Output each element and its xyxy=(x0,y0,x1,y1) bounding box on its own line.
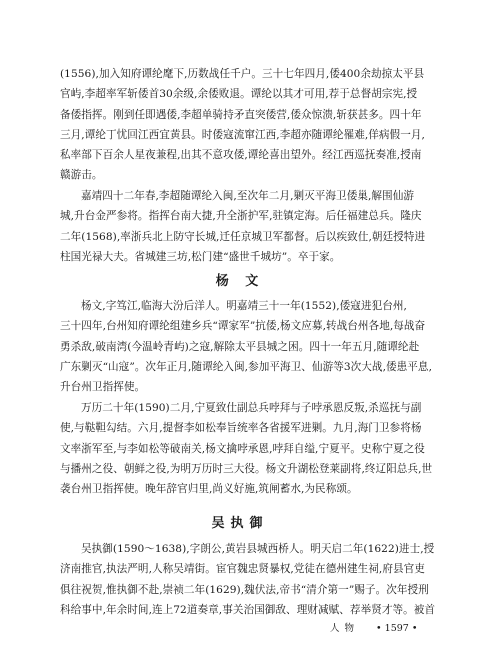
paragraph xyxy=(60,296,432,397)
chapter-label: 人物 xyxy=(330,623,360,634)
text-line: 与播州之役、朝鲜之役,为明万历时三大役。杨文升湖松登莱副将,终辽阳总兵,世 xyxy=(60,462,433,475)
text-line: 科给事中,年余时间,连上72道奏章,事关治国御敌、理财减赋、荐举贤才等。被首 xyxy=(60,603,436,616)
page-footer xyxy=(330,620,417,634)
text-line: 勇杀敌,破南湾(今温岭青屿)之寇,解除太平县城之困。四十一年五月,随谭纶赴 xyxy=(60,340,420,353)
text-line: 备倭指挥。刚到任即遇倭,李超单骑持矛直突倭营,倭众惊溃,斩获甚多。四十年 xyxy=(60,108,422,121)
text-line: 升台州卫指挥使。 xyxy=(60,381,146,394)
text-line: 杨文,字笃江,临海大汾后洋人。明嘉靖三十一年(1552),倭寇进犯台州, xyxy=(81,300,407,312)
text-line: 文率浙军至,与李如松等破南关,杨文擒哱承恩,哱拜自缢,宁夏平。史称宁夏之役 xyxy=(60,442,425,455)
paragraph xyxy=(60,398,433,499)
text-line: 三月,谭纶丁忧回江西宜黄县。时倭寇流窜江西,李超亦随谭纶罹难,佯病假一月, xyxy=(60,128,425,141)
text-line: 广东剿灭“山寇”。次年正月,随谭纶入闽,参加平海卫、仙游等3次大战,倭患平息, xyxy=(60,360,432,373)
text-line: 俱往祝贺,惟执御不赴,崇祯二年(1629),魏伏法,帝书“清介第一”赐子。次年授刑 xyxy=(60,583,429,596)
text-line: 吴执御(1590～1638),字朗公,黄岩县城西桥人。明天启二年(1622)进士,授 xyxy=(81,543,435,555)
text-line: 三十四年,台州知府谭纶组建乡兵“谭家军”抗倭,杨文应募,转战台州各地,每战奋 xyxy=(60,320,426,333)
text-line: 使,与鞑靼勾结。六月,提督李如松奉旨统率各省援军进剿。九月,海门卫参将杨 xyxy=(60,422,422,435)
text-line: 私率部下百余人星夜兼程,出其不意攻倭,谭纶喜出望外。经江西巡抚奏准,授南 xyxy=(60,149,422,162)
text-line: (1556),加入知府谭纶麾下,历数战任千户。三十七年四月,倭400余劫掠太平县 xyxy=(60,68,425,80)
paragraph xyxy=(60,539,436,620)
text-line: 济南推官,执法严明,人称吴靖街。宦官魏忠贤暴权,党徒在德州建生祠,府县官吏 xyxy=(60,563,425,576)
text-line: 袭台州卫指挥使。晚年辞官归里,尚义好施,筑闸蓄水,为民称颂。 xyxy=(60,483,358,496)
page-number: • 1597 • xyxy=(376,623,418,634)
text-line: 柱国光禄大夫。省城建三坊,松门建“盛世千城坊”。卒于家。 xyxy=(60,250,341,263)
text-line: 城,升台金严参将。指挥台南大捷,升全浙护军,驻镇定海。后任福建总兵。隆庆 xyxy=(60,210,422,223)
text-line: 官屿,李超率军斩倭首30余级,余倭败退。谭纶以其才可用,荐于总督胡宗宪,授 xyxy=(60,88,418,101)
section-title: 吴执御 xyxy=(211,516,269,531)
section-title: 杨 文 xyxy=(215,274,265,289)
text-line: 二年(1568),率浙兵北上防守长城,迁任京城卫军都督。后以疾致仕,朝廷授特进 xyxy=(60,230,426,243)
text-line: 赣游击。 xyxy=(60,169,103,182)
paragraph xyxy=(60,64,425,186)
text-line: 万历二十年(1590)二月,宁夏致仕副总兵哱拜与子哱承恩反叛,杀巡抚与副 xyxy=(81,402,422,414)
paragraph xyxy=(60,186,425,267)
text-line: 嘉靖四十二年春,李超随谭纶入闽,至次年二月,剿灭平海卫倭巢,解围仙游 xyxy=(81,190,414,202)
